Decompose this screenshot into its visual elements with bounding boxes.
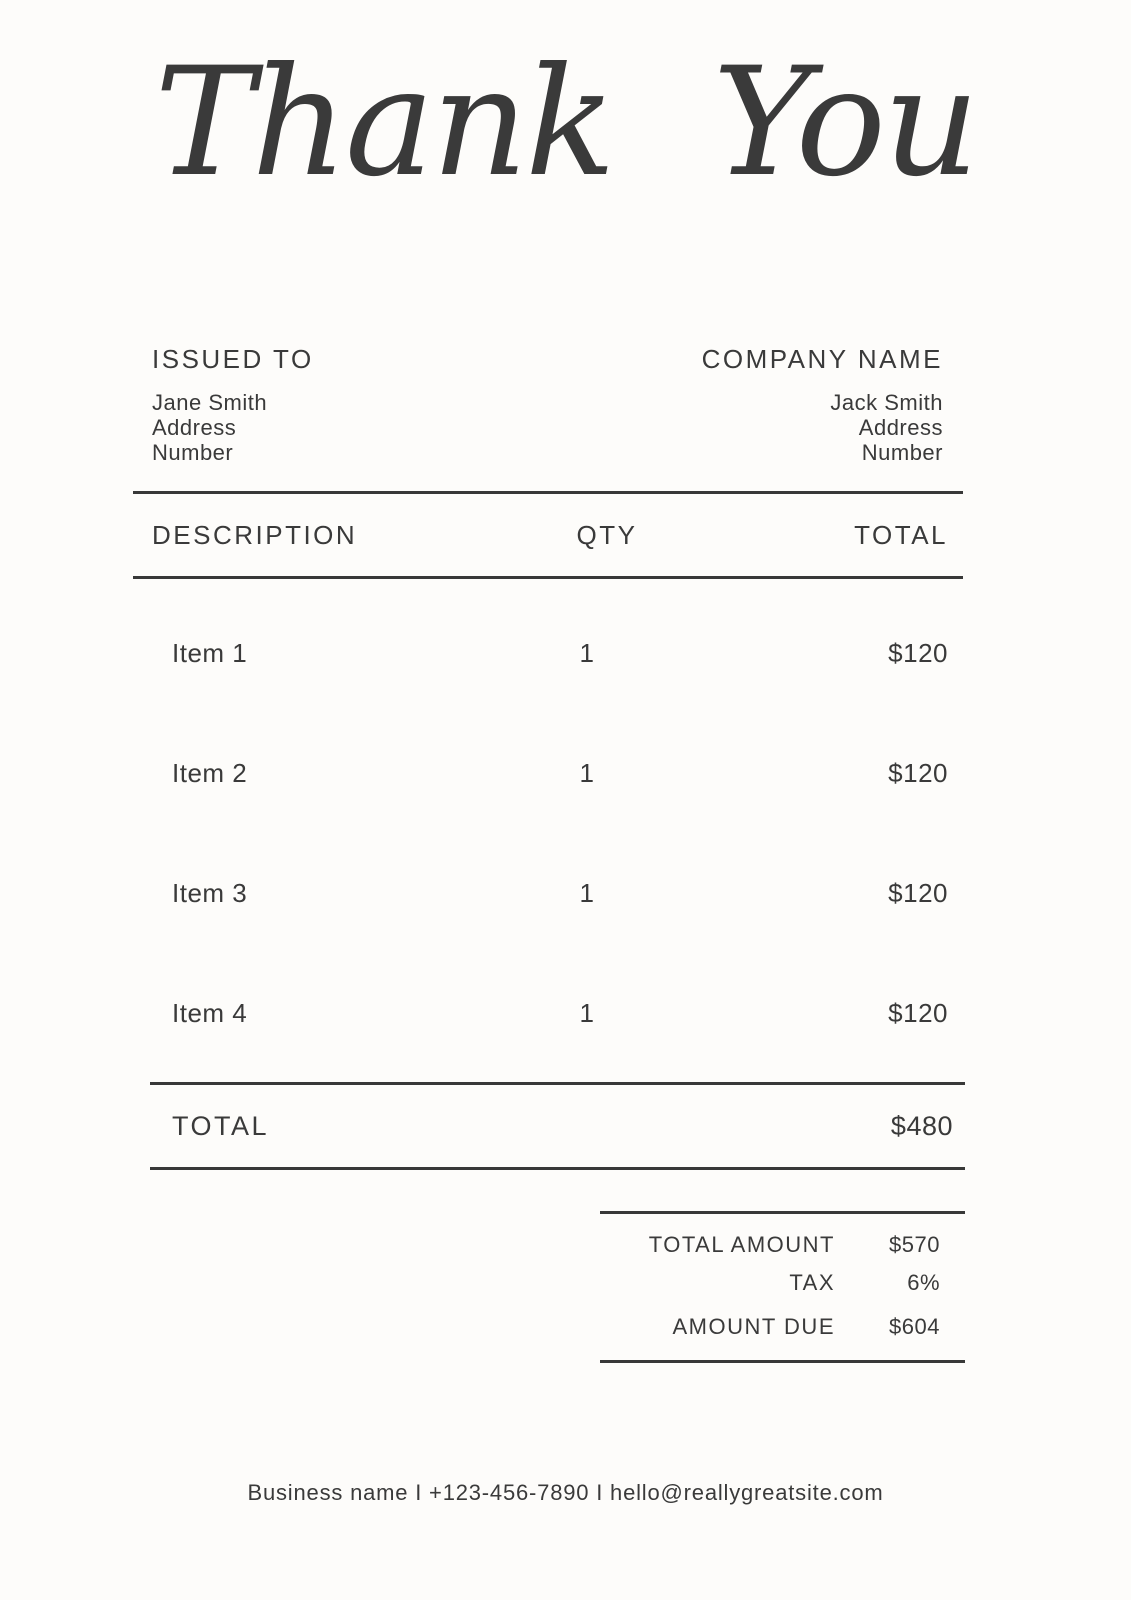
item-qty: 1 <box>579 637 595 668</box>
header-total: TOTAL <box>854 519 948 550</box>
table-row <box>133 833 963 953</box>
grand-total-label: TOTAL <box>172 1110 270 1141</box>
item-description: Item 3 <box>172 877 248 908</box>
grand-total-row <box>150 1085 965 1167</box>
issued-to-number: Number <box>152 440 234 465</box>
summary-rows <box>600 1214 965 1360</box>
total-amount-label: TOTAL AMOUNT <box>648 1232 835 1257</box>
company-name-label: COMPANY NAME <box>701 344 943 374</box>
header-qty: QTY <box>576 519 638 550</box>
item-total: $120 <box>888 877 948 908</box>
company-address: Address <box>858 415 943 440</box>
company-block <box>702 344 943 465</box>
item-description: Item 4 <box>172 997 248 1028</box>
item-description: Item 1 <box>172 637 248 668</box>
grand-total-value: $480 <box>890 1110 953 1141</box>
grand-total-section <box>150 1082 965 1170</box>
item-total: $120 <box>888 757 948 788</box>
tax-label: TAX <box>789 1270 835 1295</box>
issued-to-label: ISSUED TO <box>152 344 314 374</box>
table-body <box>133 579 963 1073</box>
amount-due-value: $604 <box>889 1314 940 1339</box>
parties-section <box>152 344 943 465</box>
total-amount-value: $570 <box>889 1232 940 1257</box>
table-row <box>133 953 963 1073</box>
summary-row-tax <box>600 1264 965 1302</box>
item-description: Item 2 <box>172 757 248 788</box>
issued-to-name: Jane Smith <box>152 390 268 415</box>
header-description: DESCRIPTION <box>152 519 358 550</box>
table-row <box>133 713 963 833</box>
summary-section <box>600 1211 965 1363</box>
item-total: $120 <box>888 637 948 668</box>
table-row <box>133 593 963 713</box>
tax-value: 6% <box>907 1270 940 1295</box>
issued-to-block <box>152 344 314 465</box>
footer-contact-line: Business name I +123-456-7890 I hello@reallygreatsite.com <box>247 1480 884 1505</box>
items-table <box>133 491 963 1073</box>
total-bottom-rule <box>150 1167 965 1170</box>
company-number: Number <box>861 440 943 465</box>
item-qty: 1 <box>579 757 595 788</box>
item-total: $120 <box>888 997 948 1028</box>
thank-you-heading: Thank You <box>154 36 977 210</box>
item-qty: 1 <box>579 877 595 908</box>
summary-bottom-rule <box>600 1360 965 1363</box>
table-header-row <box>133 494 963 576</box>
issued-to-address: Address <box>152 415 237 440</box>
amount-due-label: AMOUNT DUE <box>672 1314 835 1339</box>
summary-row-amount-due <box>600 1302 965 1352</box>
item-qty: 1 <box>579 997 595 1028</box>
summary-row-total-amount <box>600 1226 965 1264</box>
company-contact-name: Jack Smith <box>830 390 943 415</box>
